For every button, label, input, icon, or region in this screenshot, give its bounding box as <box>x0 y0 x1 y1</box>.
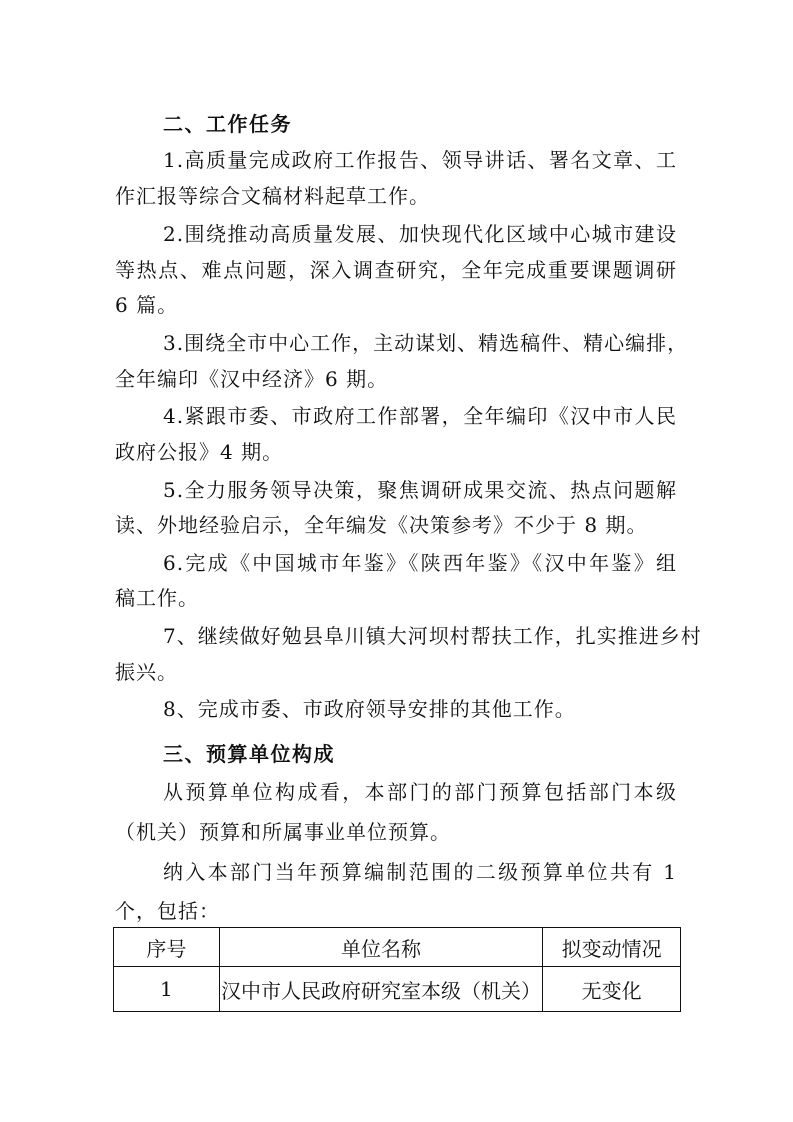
cell-seq: 1 <box>114 967 220 1012</box>
task-4-line-1: 4.紧跟市委、市政府工作部署，全年编印《汉中市人民 <box>163 404 677 428</box>
budget-units-table <box>113 927 681 1012</box>
task-7-line-1: 7、继续做好勉县阜川镇大河坝村帮扶工作，扎实推进乡村 <box>163 624 702 648</box>
task-8-line-1: 8、完成市委、市政府领导安排的其他工作。 <box>163 697 576 721</box>
task-5-line-1: 5.全力服务领导决策，聚焦调研成果交流、热点问题解 <box>163 478 677 502</box>
task-7-line-2: 振兴。 <box>115 660 178 684</box>
task-1-line-1: 1.高质量完成政府工作报告、领导讲话、署名文章、工 <box>163 148 677 172</box>
task-3-line-1: 3.围绕全市中心工作，主动谋划、精选稿件、精心编排， <box>163 331 689 355</box>
budget-paragraph-1-line-2: （机关）预算和所属事业单位预算。 <box>115 820 451 844</box>
task-5-line-2: 读、外地经验启示，全年编发《决策参考》不少于 8 期。 <box>115 513 648 537</box>
task-2-line-3: 6 篇。 <box>115 293 179 317</box>
task-6-line-1: 6.完成《中国城市年鉴》《陕西年鉴》《汉中年鉴》组 <box>163 551 677 575</box>
task-6-line-2: 稿工作。 <box>115 586 199 610</box>
section-heading-budget-units: 三、预算单位构成 <box>163 742 335 766</box>
task-2-line-2: 等热点、难点问题，深入调查研究，全年完成重要课题调研 <box>115 258 677 282</box>
task-4-line-2: 政府公报》4 期。 <box>115 440 284 464</box>
task-2-line-1: 2.围绕推动高质量发展、加快现代化区域中心城市建设 <box>163 222 677 246</box>
header-change-status: 拟变动情况 <box>543 928 681 967</box>
budget-paragraph-2-line-1: 纳入本部门当年预算编制范围的二级预算单位共有 1 <box>163 860 677 884</box>
table-header-row <box>114 928 681 967</box>
budget-paragraph-1-line-1: 从预算单位构成看，本部门的部门预算包括部门本级 <box>163 780 677 804</box>
task-1-line-2: 作汇报等综合文稿材料起草工作。 <box>115 184 430 208</box>
table-row <box>114 967 681 1012</box>
header-unit-name: 单位名称 <box>219 928 542 967</box>
budget-paragraph-2-line-2: 个，包括： <box>115 899 220 923</box>
cell-unit-name: 汉中市人民政府研究室本级（机关） <box>219 967 542 1012</box>
section-heading-work-tasks: 二、工作任务 <box>163 112 292 136</box>
cell-change-status: 无变化 <box>543 967 681 1012</box>
header-seq: 序号 <box>114 928 220 967</box>
task-3-line-2: 全年编印《汉中经济》6 期。 <box>115 367 389 391</box>
